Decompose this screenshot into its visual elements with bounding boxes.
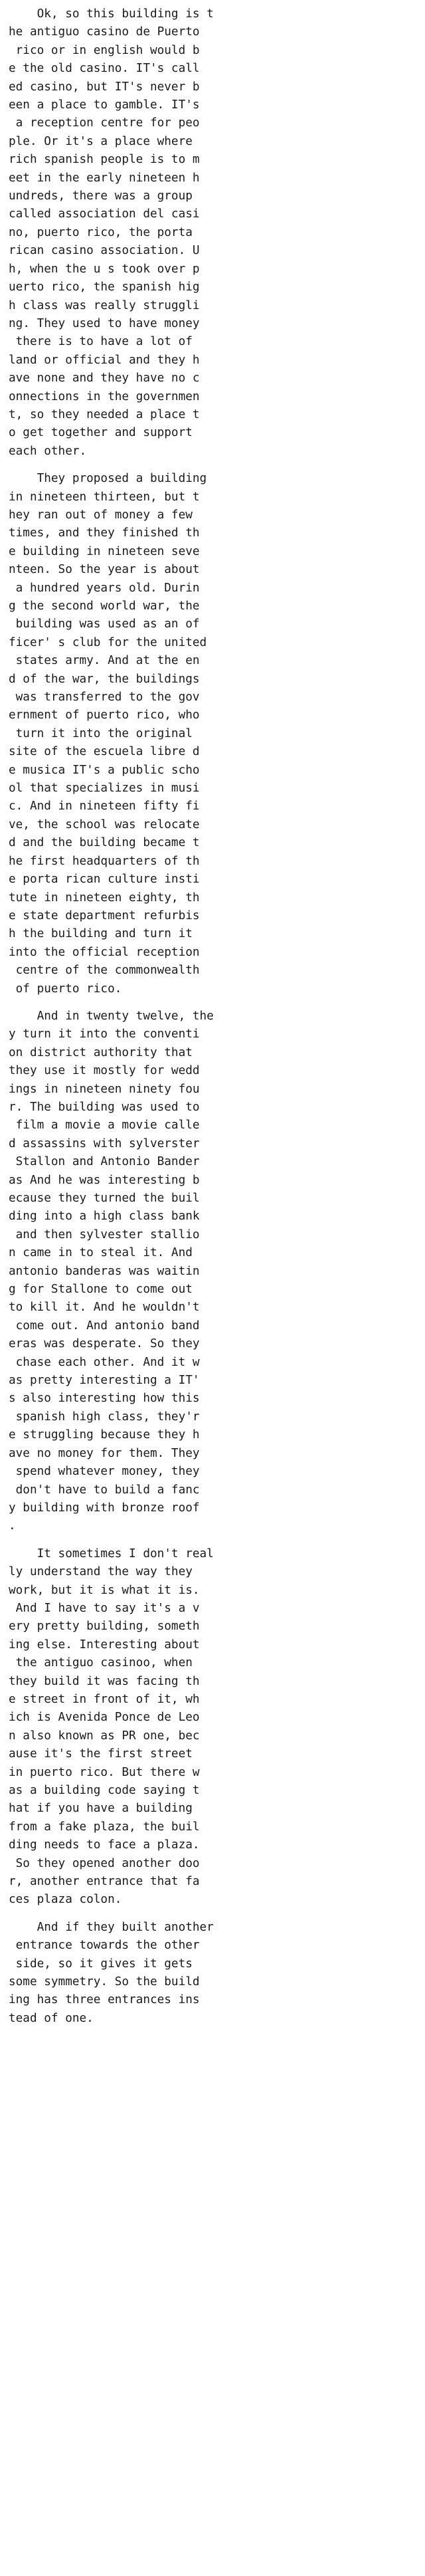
paragraph-3: And in twenty twelve, the y turn it into the conventi on district authority that they use it mostly for wedd ings in nineteen ninety fou r. The building was used to film a movie a movie calle d assassins with sylverster Stallon and Antonio Bander as And he was interesting b ecause they turned the buil ding into a high class bank and then sylvester stallio n came in to steal it. And antonio banderas was waitin g for Stallone to come out to kill it. And he wouldn't come out. And antonio band eras was desperate. So they chase each other. And it w as pretty interesting a IT' s also interesting how this spanish high class, they'r e struggling because they h ave no money for them. They spend whatever money, they don't have to build a fanc y building with bronze roof . xyxy=(9,1009,214,1533)
paragraph-2: They proposed a building in nineteen thirteen, but t hey ran out of money a few times, and they finished th e building in nineteen seve nteen. So the year is about a hundred years old. Durin g the second world war, the building was used as an of ficer' s club for the united states army. And at the en d of the war, the buildings was transferred to the gov ernment of puerto rico, who turn it into the original site of the escuela libre d e musica IT's a public scho ol that specializes in musi c. And in nineteen fifty fi ve, the school was relocate d and the building became t he first headquarters of th e porta rican culture insti tute in nineteen eighty, th e state department refurbis h the building and turn it into the official reception centre of the commonwealth of puerto rico. xyxy=(9,472,207,996)
paragraph-5: And if they built another entrance towards the other side, so it gives it gets some symmetry. So the build ing has three entrances ins tead of one. xyxy=(9,1920,214,2025)
paragraph-4: It sometimes I don't real ly understand the way they work, but it is what it is. And I have to say it's a v ery pretty building, someth ing else. Interesting about the antiguo casinoo, when they build it was facing th e street in front of it, wh ich is Avenida Ponce de Leo n also known as PR one, bec ause it's the first street in puerto rico. But there w as a building code saying t hat if you have a building from a fake plaza, the buil ding needs to face a plaza. So they opened another doo r, another entrance that fa ces plaza colon. xyxy=(9,1547,214,1907)
paragraph-1: Ok, so this building is t he antiguo casino de Puerto rico or in english would b e the old casino. IT's call ed casino, but IT's never b een a place to gamble. IT's a reception centre for peo ple. Or it's a place where rich spanish people is to m eet in the early nineteen h undreds, there was a group called association del casi no, puerto rico, the porta rican casino association. U h, when the u s took over p uerto rico, the spanish hig h class was really struggli ng. They used to have money there is to have a lot of land or official and they h ave none and they have no c onnections in the governmen t, so they needed a place t o get together and support each other. xyxy=(9,7,214,458)
document-body xyxy=(9,5,244,2028)
